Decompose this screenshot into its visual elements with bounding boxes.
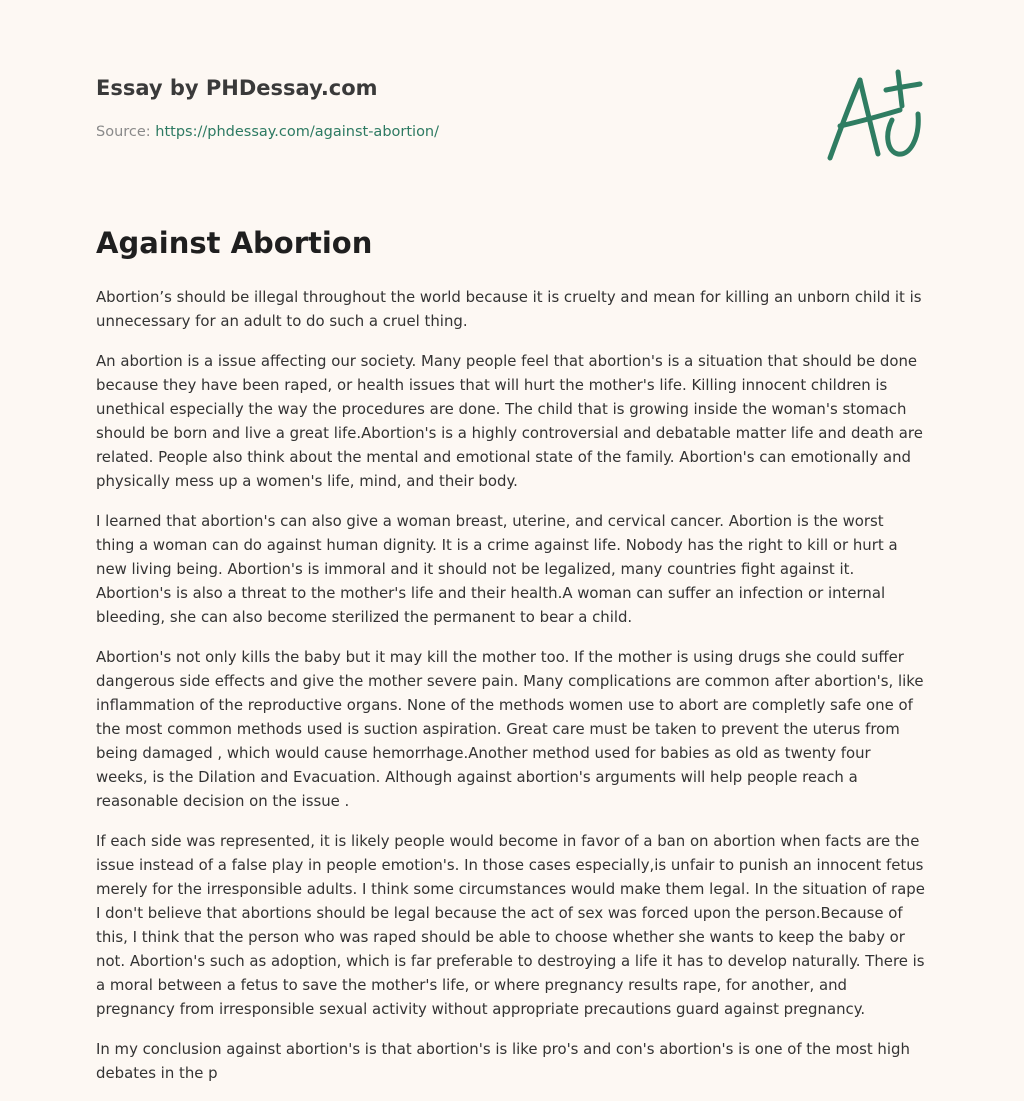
essay-paragraph: Abortion’s should be illegal throughout the world because it is cruelty and mean for killing an unborn child it is unnecessary for an adult to do such a cruel thing. bbox=[96, 288, 922, 330]
essay-paragraph: If each side was represented, it is likely people would become in favor of a ban on abortion when facts are the issue instead of a false play in people emotion's. In those cases especially,is unfair to punish an innocent fetus merely for the irresponsible adults. I think some circumstances would make them legal. In the situation of rape I don't believe that abortions should be legal because the act of sex was forced upon the person.Because of this, I think that the person who was raped should be able to choose whether she wants to keep the baby or not. Abortion's such as adoption, which is far preferable to destroying a life it has to develop naturally. There is a moral between a fetus to save the mother's life, or where pregnancy results rape, for another, and pregnancy from irresponsible sexual activity without appropriate precautions guard against pregnancy. bbox=[96, 832, 925, 1018]
site-title: Essay by PHDessay.com bbox=[96, 76, 378, 100]
a-plus-grade-icon bbox=[822, 66, 930, 166]
source-line bbox=[96, 124, 439, 140]
essay-paragraph: In my conclusion against abortion's is that abortion's is like pro's and con's abortion's is one of the most high debates in the p bbox=[96, 1040, 910, 1082]
essay-title: Against Abortion bbox=[96, 226, 373, 260]
source-link[interactable]: https://phdessay.com/against-abortion/ bbox=[155, 124, 440, 140]
essay-paragraph: An abortion is a issue affecting our society. Many people feel that abortion's is a situation that should be done because they have been raped, or health issues that will hurt the mother's life. Killing innocent children is unethical especially the way the procedures are done. The child that is growing inside the woman's stomach should be born and live a great life.Abortion's is a highly controversial and debatable matter life and death are related. People also think about the mental and emotional state of the family. Abortion's can emotionally and physically mess up a women's life, mind, and their body. bbox=[96, 352, 923, 490]
essay-paragraph: Abortion's not only kills the baby but it may kill the mother too. If the mother is using drugs she could suffer dangerous side effects and give the mother severe pain. Many complications are common after abortion's, like inflammation of the reproductive organs. None of the methods women use to abort are completly safe one of the most common methods used is suction aspiration. Great care must be taken to prevent the uterus from being damaged , which would cause hemorrhage.Another method used for babies as old as twenty four weeks, is the Dilation and Evacuation. Although against abortion's arguments will help people reach a reasonable decision on the issue . bbox=[96, 648, 924, 810]
essay-body bbox=[96, 285, 926, 1101]
essay-paragraph: I learned that abortion's can also give a woman breast, uterine, and cervical cancer. Abortion is the worst thing a woman can do against human dignity. It is a crime against life. Nobody has the right to kill or hurt a new living being. Abortion's is immoral and it should not be legalized, many countries fight against it. Abortion's is also a threat to the mother's life and their health.A woman can suffer an infection or internal bleeding, she can also become sterilized the permanent to bear a child. bbox=[96, 512, 898, 626]
source-label: Source: bbox=[96, 124, 156, 140]
